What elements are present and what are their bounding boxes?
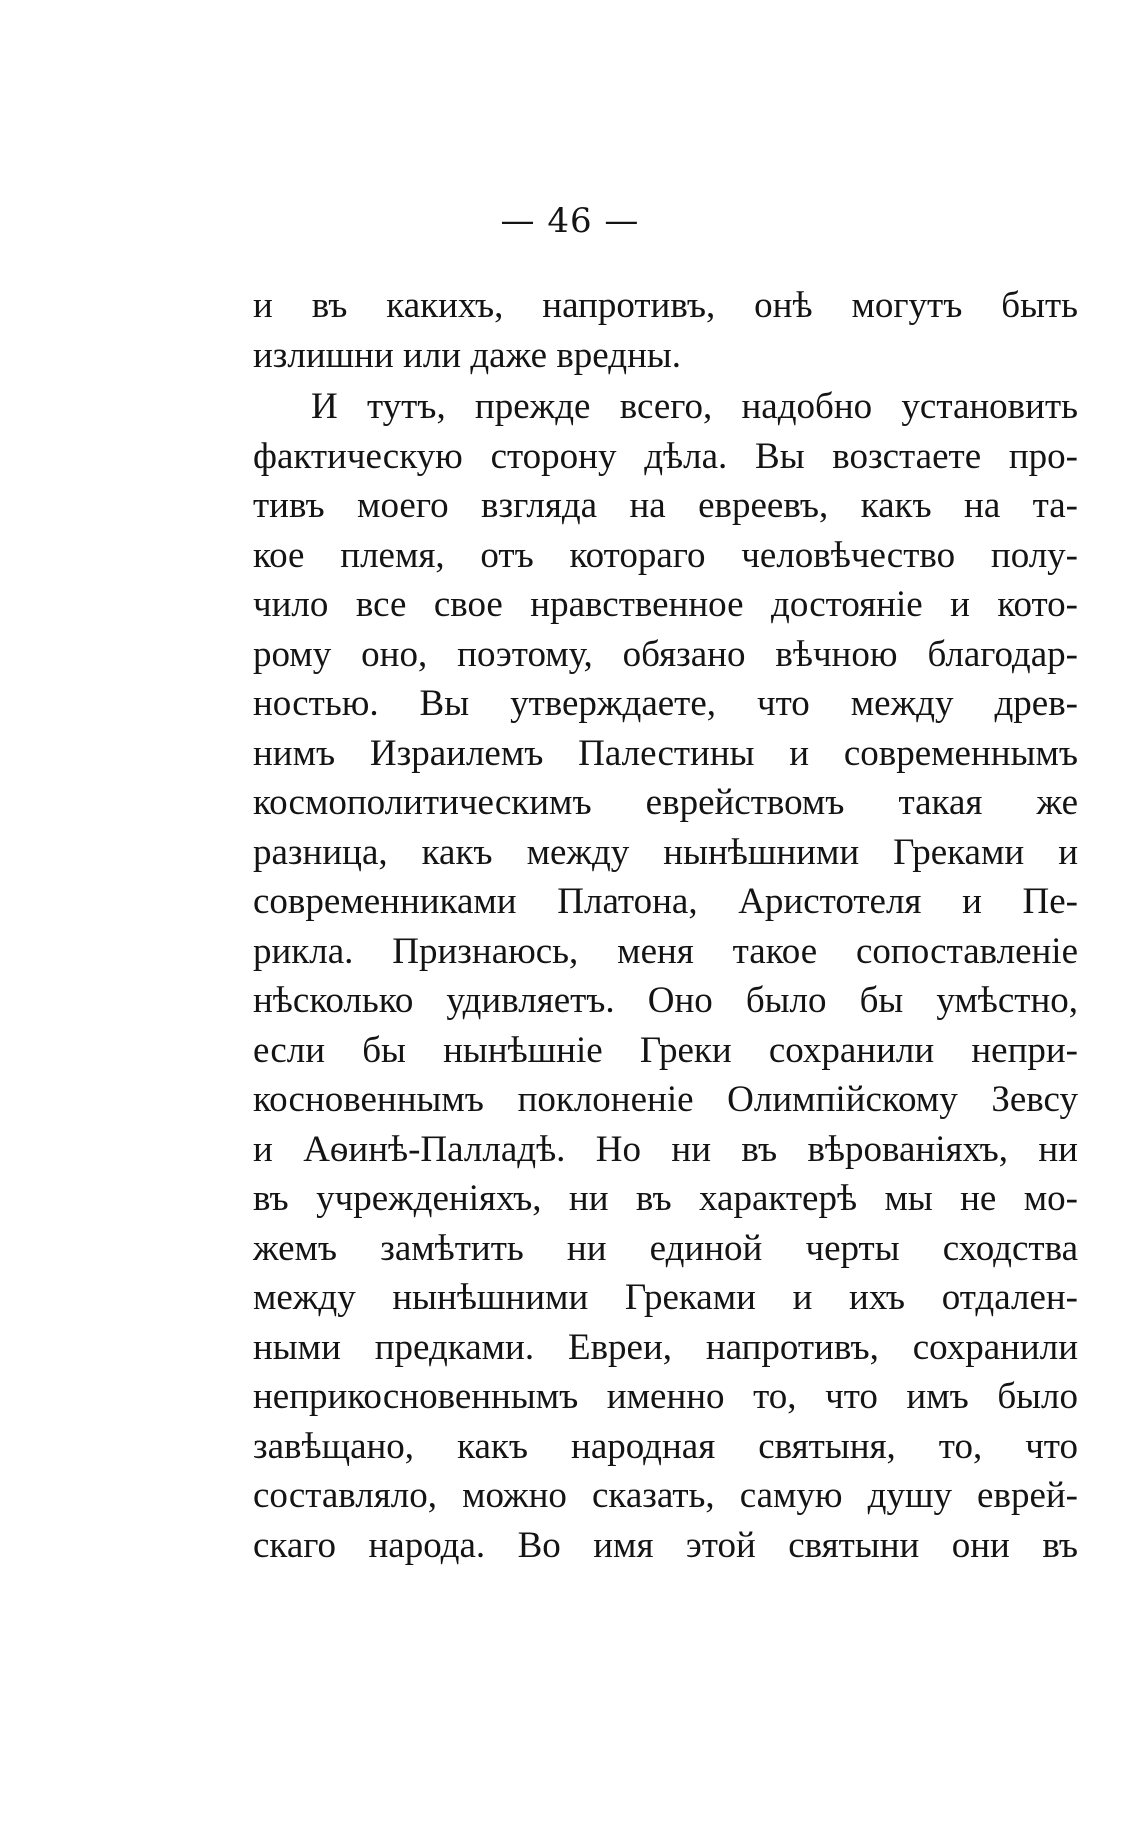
text-line: если бы нынѣшнiе Греки сохранили непри- bbox=[253, 1029, 1078, 1071]
text-line: рому оно, поэтому, обязано вѣчною благодар- bbox=[253, 633, 1078, 675]
text-line: нѣсколько удивляетъ. Оно было бы умѣстно, bbox=[253, 980, 1078, 1021]
page-number: — 46 — bbox=[500, 201, 640, 241]
text-line: чило все свое нравственное достоянiе и кото- bbox=[253, 584, 1078, 625]
text-line: и Аѳинѣ-Палладѣ. Но ни въ вѣрованiяхъ, ни bbox=[253, 1128, 1078, 1170]
text-line: жемъ замѣтить ни единой черты сходства bbox=[253, 1227, 1078, 1269]
text-line: въ учрежденiяхъ, ни въ характерѣ мы не мо- bbox=[253, 1178, 1078, 1219]
text-line: тивъ моего взгляда на евреевъ, какъ на та- bbox=[253, 485, 1078, 526]
text-line: неприкосновеннымъ именно то, что имъ было bbox=[253, 1376, 1078, 1417]
text-line: И тутъ, прежде всего, надобно установить bbox=[311, 386, 1078, 427]
text-line: космополитическимъ еврействомъ такая же bbox=[253, 782, 1078, 823]
text-line: ными предками. Евреи, напротивъ, сохранили bbox=[253, 1326, 1078, 1368]
paragraph-2 bbox=[253, 382, 1078, 1570]
text-line: ностью. Вы утверждаете, что между древ- bbox=[253, 683, 1078, 724]
text-line: кое племя, отъ котораго человѣчество полу- bbox=[253, 534, 1078, 576]
body-text bbox=[253, 281, 1078, 1570]
text-line: завѣщано, какъ народная святыня, то, что bbox=[253, 1425, 1078, 1467]
text-line: рикла. Признаюсь, меня такое сопоставленiе bbox=[253, 930, 1078, 972]
text-line: скаго народа. Во имя этой святыни они въ bbox=[253, 1524, 1078, 1566]
text-line: нимъ Израилемъ Палестины и современнымъ bbox=[253, 732, 1078, 774]
text-line: между нынѣшними Греками и ихъ отдален- bbox=[253, 1277, 1078, 1318]
text-line: излишни или даже вредны. bbox=[253, 334, 681, 376]
text-line: и въ какихъ, напротивъ, онѣ могутъ быть bbox=[253, 285, 1078, 326]
text-line: косновеннымъ поклоненiе Олимпiйскому Зевсу bbox=[253, 1079, 1078, 1120]
text-line: составляло, можно сказать, самую душу еврей- bbox=[253, 1475, 1078, 1516]
text-line: современниками Платона, Аристотеля и Пе- bbox=[253, 881, 1078, 922]
text-line: фактическую сторону дѣла. Вы возстаете про- bbox=[253, 435, 1078, 477]
paragraph-1 bbox=[253, 281, 1078, 380]
text-line: разница, какъ между нынѣшними Греками и bbox=[253, 831, 1078, 873]
